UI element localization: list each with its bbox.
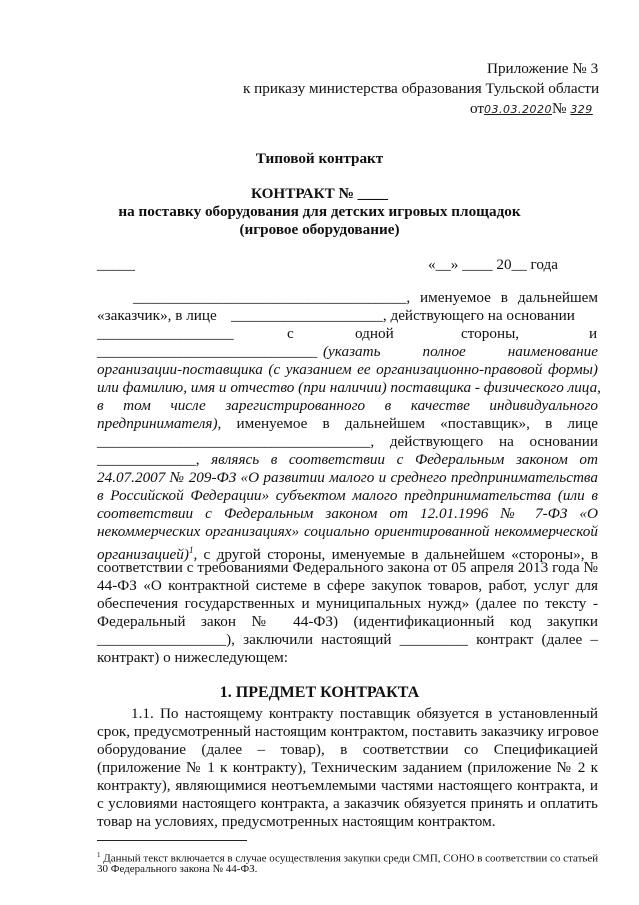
order-reference: к приказу министерства образования Тульской области <box>243 80 600 97</box>
preamble-line-3c: одной <box>355 325 394 342</box>
section-1-line-4: (приложение № 1 к контракту), Техническим заданием (приложение № 2 к <box>97 759 598 776</box>
preamble-line-17: 44-ФЗ «О контрактной системе в сфере закупок товаров, работ, услуг для <box>97 577 598 594</box>
contract-number-title: КОНТРАКТ № ____ <box>250 185 389 202</box>
preamble-line-16: соответствии с требованиями Федерального закона от 05 апреля 2013 года № <box>97 559 598 576</box>
preamble-line-19: Федеральный закон № 44-ФЗ) (идентификационный код закупки <box>97 613 598 630</box>
section-1-line-5: контракту), являющимися неотъемлемыми частями настоящего контракта, и <box>97 777 598 794</box>
preamble-line-4b: (указать полное наименование <box>323 343 598 360</box>
preamble-line-3a: __________________ <box>97 325 234 342</box>
section-1-line-3: оборудование (далее – товар), в соответствии со Спецификацией <box>97 741 598 758</box>
preamble-line-10b: , являясь в соответствии с Федеральным законом от <box>195 451 598 468</box>
preamble-line-21: контракт) о нижеследующем: <box>97 649 289 666</box>
preamble-line-14: некоммерческих организациях» социально ориентированной некоммерческой <box>97 523 598 540</box>
preamble-line-3b: с <box>287 325 294 342</box>
number-prefix: № <box>552 100 567 117</box>
handwritten-date: 03.03.2020 <box>484 103 553 116</box>
preamble-line-3d: стороны, <box>461 325 520 342</box>
footnote-separator <box>97 840 247 841</box>
preamble-line-15b: , с другой стороны, именуемые в дальнейшем «стороны», в <box>193 546 598 564</box>
preamble-line-4a: _____________________________ <box>97 343 318 360</box>
document-type-title: Типовой контракт <box>255 150 384 167</box>
preamble-line-12: в Российской Федерации» субъектом малого предпринимательства (или в <box>97 487 598 504</box>
contract-date: «__» ____ 20__ года <box>428 256 558 273</box>
handwritten-number: 329 <box>570 103 593 116</box>
footnote-line-2: 30 Федерального закона № 44-ФЗ. <box>97 863 258 875</box>
preamble-line-2a: «заказчик», в лице <box>97 307 217 324</box>
preamble-line-8a: предпринимателя) <box>97 415 218 432</box>
preamble-line-10 <box>97 451 598 469</box>
order-date-line <box>470 100 601 119</box>
preamble-line-15a: организацией) <box>97 546 189 564</box>
footnote-reference: 1 <box>188 545 194 555</box>
place-blank: _____ <box>97 256 135 273</box>
preamble-line-7: в том числе зарегистрированного в качестве индивидуального <box>97 397 598 414</box>
section-1-line-1: 1.1. По настоящему контракту поставщик обязуется в установленный <box>131 705 598 722</box>
section-1-heading: 1. ПРЕДМЕТ КОНТРАКТА <box>219 684 420 701</box>
preamble-line-8 <box>97 415 598 433</box>
section-1-line-7: товар на условиях, предусмотренных настоящим контрактом. <box>97 813 496 830</box>
appendix-number: Приложение № 3 <box>487 60 599 77</box>
section-1-line-6: с условиями настоящего контракта, а заказчик обязуется принять и оплатить <box>97 795 598 812</box>
preamble-line-10a: _____________ <box>97 451 196 468</box>
preamble-line-6: или фамилию, имя и отчество (при наличии) поставщика - физического лица, <box>97 379 601 396</box>
preamble-line-2b: ____________________, действующего на основании <box>231 307 575 324</box>
footnote-text-1: Данный текст включается в случае осуществления закупки среди СМП, СОНО в соответствии со статьей <box>100 852 599 865</box>
date-prefix: от <box>470 100 485 117</box>
contract-subject-line1: на поставку оборудования для детских игровых площадок <box>118 203 521 220</box>
preamble-line-11: 24.07.2007 № 209-ФЗ «О развитии малого и среднего предпринимательства <box>97 469 598 486</box>
preamble-line-1: ____________________________________, именуемое в дальнейшем <box>133 289 598 306</box>
contract-subject-line2: (игровое оборудование) <box>239 221 400 238</box>
footnote-mark: 1 <box>97 851 101 859</box>
preamble-line-5: организации-поставщика (с указанием ее организационно-правовой формы) <box>97 361 598 378</box>
preamble-line-20: _________________), заключили настоящий _________ контракт (далее – <box>97 631 598 648</box>
preamble-line-13: соответствии с Федеральным законом от 12.01.1996 № 7-ФЗ «О <box>97 505 598 522</box>
preamble-line-8b: , именуемое в дальнейшем «поставщик», в лице <box>217 415 598 432</box>
preamble-line-3e: и <box>589 325 598 342</box>
section-1-line-2: срок, предусмотренный настоящим контрактом, поставить заказчику игровое <box>97 723 599 740</box>
preamble-line-18: обеспечения государственных и муниципальных нужд» (далее по тексту - <box>97 595 598 612</box>
preamble-line-9: ____________________________________, действующего на основании <box>97 433 598 450</box>
